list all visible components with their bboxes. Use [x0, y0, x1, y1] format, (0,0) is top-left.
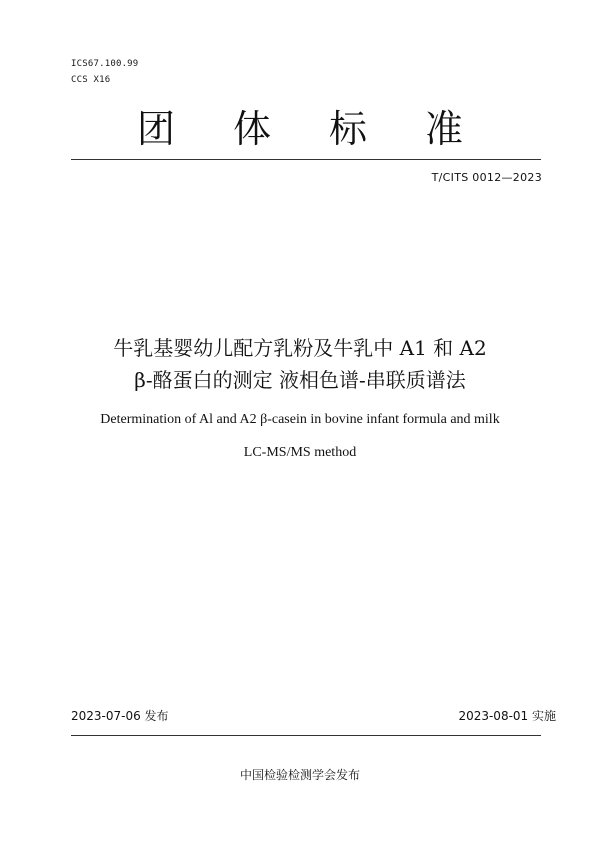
implement-date: 2023-08-01 实施 [458, 709, 556, 723]
document-type-heading [0, 105, 600, 153]
chinese-title-line-1: 牛乳基婴幼儿配方乳粉及牛乳中 A1 和 A2 [113, 336, 487, 360]
chinese-title-line-2: β-酪蛋白的测定 液相色谱-串联质谱法 [134, 368, 466, 392]
publisher: 中国检验检测学会发布 [239, 768, 360, 782]
ccs-code: CCS X16 [71, 75, 111, 85]
english-title-line-2: LC-MS/MS method [243, 445, 357, 460]
bottom-divider [71, 735, 541, 736]
heading-char: 体 [232, 107, 271, 151]
english-title-line-1: Determination of Al and A2 β-casein in bovine infant formula and milk [100, 412, 500, 427]
standard-number: T/CITS 0012—2023 [431, 171, 542, 184]
heading-char: 标 [329, 107, 368, 151]
publish-date: 2023-07-06 发布 [71, 709, 169, 723]
heading-char: 团 [136, 107, 175, 151]
ics-code: ICS67.100.99 [71, 59, 139, 69]
heading-char: 准 [425, 107, 464, 151]
top-divider [71, 159, 541, 160]
